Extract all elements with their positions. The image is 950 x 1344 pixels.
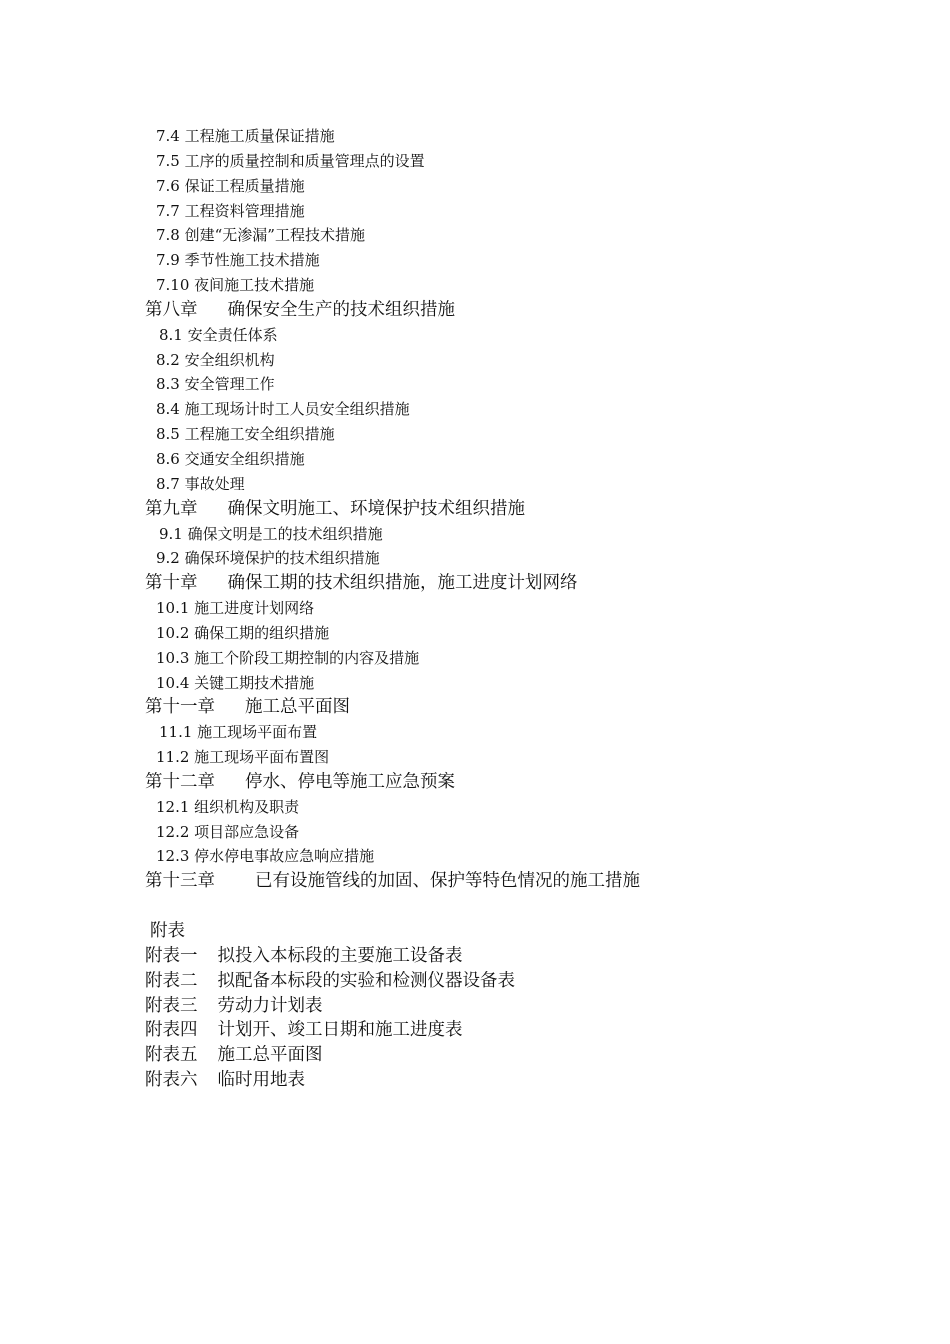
appendix-title: 施工总平面图 bbox=[217, 1045, 323, 1066]
chapter-title: 确保安全生产的技术组织措施 bbox=[227, 299, 455, 320]
toc-item-7-4: 7.4 工程施工质量保证措施 bbox=[156, 127, 335, 145]
appendix-number: 附表六 bbox=[145, 1070, 198, 1091]
appendix-item-6 bbox=[145, 1068, 905, 1093]
toc-item-8-4: 8.4 施工现场计时工人员安全组织措施 bbox=[156, 400, 410, 419]
toc-item-10-2: 10.2 确保工期的组织措施 bbox=[156, 623, 330, 642]
toc-item-7-7: 7.7 工程资料管理措施 bbox=[156, 201, 305, 220]
toc-chapter-13 bbox=[145, 869, 905, 894]
spacer bbox=[145, 894, 905, 919]
appendix-item-4 bbox=[145, 1018, 905, 1043]
toc-item-12-1: 12.1 组织机构及职责 bbox=[156, 797, 300, 816]
chapter-title: 确保工期的技术组织措施，施工进度计划网络 bbox=[227, 573, 578, 594]
toc-chapter-12 bbox=[145, 770, 905, 795]
toc-item-8-2: 8.2 安全组织机构 bbox=[156, 350, 275, 369]
toc-item-7-5: 7.5 工序的质量控制和质量管理点的设置 bbox=[156, 151, 425, 170]
appendix-item-2 bbox=[145, 969, 905, 994]
appendix-number: 附表四 bbox=[145, 1020, 198, 1041]
chapter-number: 第十一章 bbox=[145, 697, 215, 718]
toc-item-10-3: 10.3 施工个阶段工期控制的内容及措施 bbox=[156, 648, 420, 667]
chapter-number: 第十三章 bbox=[145, 871, 215, 892]
chapter-number: 第十章 bbox=[145, 573, 198, 594]
toc-item-7-6: 7.6 保证工程质量措施 bbox=[156, 176, 305, 195]
toc-item-10-1: 10.1 施工进度计划网络 bbox=[156, 599, 315, 618]
chapter-title: 施工总平面图 bbox=[245, 697, 350, 718]
appendix-number: 附表五 bbox=[145, 1045, 198, 1066]
toc-item-11-1: 11.1 施工现场平面布置 bbox=[159, 723, 318, 742]
toc-item-8-7: 8.7 事故处理 bbox=[156, 474, 245, 493]
appendix-item-1 bbox=[145, 944, 905, 969]
toc-item-9-2: 9.2 确保环境保护的技术组织措施 bbox=[156, 549, 380, 568]
appendix-title: 劳动力计划表 bbox=[217, 995, 323, 1016]
toc-chapter-10 bbox=[145, 571, 905, 596]
appendix-item-3 bbox=[145, 994, 905, 1019]
appendix-item-5 bbox=[145, 1043, 905, 1068]
appendix-number: 附表三 bbox=[145, 995, 198, 1016]
toc-item-8-1: 8.1 安全责任体系 bbox=[159, 325, 278, 344]
toc-chapter-8 bbox=[145, 298, 905, 323]
toc-item-12-3: 12.3 停水停电事故应急响应措施 bbox=[156, 847, 375, 866]
appendix-title: 计划开、竣工日期和施工进度表 bbox=[217, 1020, 463, 1041]
toc-item-8-6: 8.6 交通安全组织措施 bbox=[156, 449, 305, 468]
appendix-title: 拟配备本标段的实验和检测仪器设备表 bbox=[217, 970, 515, 991]
appendix-title: 临时用地表 bbox=[217, 1070, 305, 1091]
table-of-contents bbox=[145, 124, 905, 1093]
chapter-number: 第八章 bbox=[145, 299, 198, 320]
appendix-heading: 附表 bbox=[150, 921, 185, 941]
toc-item-7-8: 7.8 创建“无渗漏”工程技术措施 bbox=[156, 226, 365, 245]
toc-item-8-5: 8.5 工程施工安全组织措施 bbox=[156, 425, 335, 444]
chapter-title: 已有设施管线的加固、保护等特色情况的施工措施 bbox=[255, 871, 640, 892]
chapter-title: 确保文明施工、环境保护技术组织措施 bbox=[227, 498, 525, 519]
appendix-number: 附表二 bbox=[145, 970, 198, 991]
toc-chapter-11 bbox=[145, 695, 905, 720]
toc-chapter-9 bbox=[145, 497, 905, 522]
toc-item-7-9: 7.9 季节性施工技术措施 bbox=[156, 251, 320, 270]
toc-item-8-3: 8.3 安全管理工作 bbox=[156, 375, 275, 394]
appendix-number: 附表一 bbox=[145, 945, 198, 966]
toc-item-7-10: 7.10 夜间施工技术措施 bbox=[156, 276, 315, 295]
toc-item-9-1: 9.1 确保文明是工的技术组织措施 bbox=[159, 524, 383, 543]
toc-item-10-4: 10.4 关键工期技术措施 bbox=[156, 673, 315, 692]
chapter-number: 第十二章 bbox=[145, 771, 215, 792]
chapter-number: 第九章 bbox=[145, 498, 198, 519]
toc-item-12-2: 12.2 项目部应急设备 bbox=[156, 822, 300, 841]
appendix-title: 拟投入本标段的主要施工设备表 bbox=[217, 945, 463, 966]
toc-item-11-2: 11.2 施工现场平面布置图 bbox=[156, 748, 330, 767]
chapter-title: 停水、停电等施工应急预案 bbox=[245, 771, 455, 792]
